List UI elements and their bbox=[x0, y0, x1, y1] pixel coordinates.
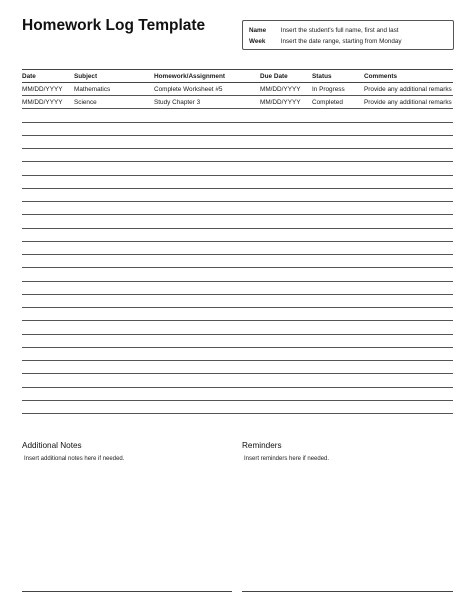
row1-due-date[interactable]: MM/DD/YYYY bbox=[260, 86, 301, 93]
row2-comments[interactable]: Provide any additional remarks bbox=[364, 99, 452, 106]
col-header-assignment: Homework/Assignment bbox=[154, 73, 226, 80]
row2-due-date[interactable]: MM/DD/YYYY bbox=[260, 99, 301, 106]
name-label: Name bbox=[249, 27, 267, 34]
row2-assignment[interactable]: Study Chapter 3 bbox=[154, 99, 201, 106]
table-row-rule bbox=[22, 228, 453, 229]
table-row-rule bbox=[22, 95, 453, 96]
table-row-rule bbox=[22, 214, 453, 215]
table-row-rule bbox=[22, 320, 453, 321]
table-row-rule bbox=[22, 161, 453, 162]
row1-subject[interactable]: Mathematics bbox=[74, 86, 111, 93]
reminders-title: Reminders bbox=[242, 441, 282, 450]
row1-assignment[interactable]: Complete Worksheet #5 bbox=[154, 86, 223, 93]
table-row-rule bbox=[22, 254, 453, 255]
table-row-rule bbox=[22, 122, 453, 123]
row2-subject[interactable]: Science bbox=[74, 99, 97, 106]
name-value[interactable]: Insert the student's full name, first and last bbox=[280, 27, 399, 34]
table-row-rule bbox=[22, 307, 453, 308]
table-row-rule bbox=[22, 347, 453, 348]
table-top-rule bbox=[22, 69, 453, 70]
info-box bbox=[242, 20, 454, 50]
reminders-text[interactable]: Insert reminders here if needed. bbox=[244, 456, 330, 462]
row1-date[interactable]: MM/DD/YYYY bbox=[22, 86, 63, 93]
table-row-rule bbox=[22, 387, 453, 388]
table-row-rule bbox=[22, 294, 453, 295]
notes-title: Additional Notes bbox=[22, 441, 82, 450]
header-bottom-rule bbox=[22, 82, 453, 83]
notes-text[interactable]: Insert additional notes here if needed. bbox=[24, 456, 125, 462]
week-row bbox=[249, 38, 402, 45]
col-header-status: Status bbox=[312, 73, 332, 80]
table-row-rule bbox=[22, 267, 453, 268]
table-row-rule bbox=[22, 188, 453, 189]
table-row-rule bbox=[22, 360, 453, 361]
row2-date[interactable]: MM/DD/YYYY bbox=[22, 99, 63, 106]
col-header-comments: Comments bbox=[364, 73, 398, 80]
row2-status[interactable]: Completed bbox=[312, 99, 343, 106]
row1-comments[interactable]: Provide any additional remarks bbox=[364, 86, 452, 93]
week-label: Week bbox=[249, 38, 266, 45]
page-title: Homework Log Template bbox=[22, 17, 206, 34]
table-row-rule bbox=[22, 201, 453, 202]
table-row-rule bbox=[22, 400, 453, 401]
table-row-rule bbox=[22, 281, 453, 282]
col-header-due-date: Due Date bbox=[260, 73, 288, 80]
table-row-rule bbox=[22, 148, 453, 149]
table-row-rule bbox=[22, 373, 453, 374]
table-row-rule bbox=[22, 334, 453, 335]
table-row-rule bbox=[22, 175, 453, 176]
table-row-rule bbox=[22, 135, 453, 136]
notes-bottom-rule bbox=[22, 591, 232, 592]
table-row-rule bbox=[22, 108, 453, 109]
name-row bbox=[249, 27, 399, 34]
table-row-rule bbox=[22, 241, 453, 242]
reminders-bottom-rule bbox=[242, 591, 453, 592]
table-row-rule bbox=[22, 413, 453, 414]
col-header-subject: Subject bbox=[74, 73, 98, 80]
week-value[interactable]: Insert the date range, starting from Monday bbox=[280, 38, 402, 45]
row1-status[interactable]: In Progress bbox=[312, 86, 345, 93]
col-header-date: Date bbox=[22, 73, 36, 80]
